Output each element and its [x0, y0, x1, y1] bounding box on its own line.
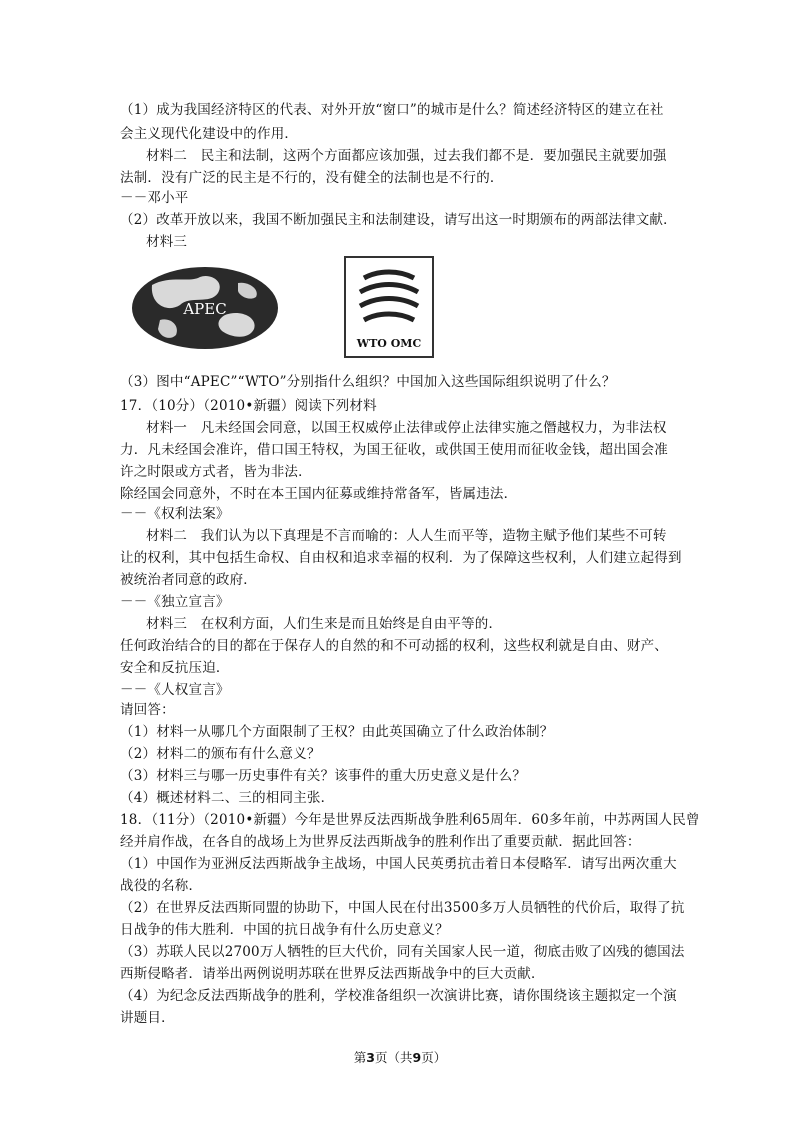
text-line: 西斯侵略者．请举出两例说明苏联在世界反法西斯战争中的巨大贡献．: [120, 966, 545, 982]
text-line: 日战争的伟大胜利．中国的抗日战争有什么历史意义？: [120, 922, 449, 938]
text-line: 请回答：: [120, 702, 175, 718]
text-line: －－《权利法案》: [120, 506, 230, 522]
text-line: 经并肩作战，在各自的战场上为世界反法西斯战争的胜利作出了重要贡献．据此回答：: [120, 834, 641, 850]
text-line: 会主义现代化建设中的作用．: [120, 126, 299, 142]
text-line: －－邓小平: [120, 190, 189, 206]
text-line: 材料一 凡未经国会同意，以国王权威停止法律或停止法律实施之僭越权力，为非法权: [146, 420, 667, 436]
text-line: （1）成为我国经济特区的代表、对外开放“窗口”的城市是什么？简述经济特区的建立在社: [120, 102, 664, 118]
footer-suffix: 页）: [421, 1050, 447, 1065]
text-line: 任何政治结合的目的都在于保存人的自然的和不可动摇的权利，这些权利就是自由、财产、: [120, 638, 668, 654]
text-line: 除经国会同意外，不时在本王国内征募或维持常备军，皆属违法．: [120, 486, 518, 502]
page-total: 9: [412, 1050, 422, 1065]
text-line: （1）材料一从哪几个方面限制了王权？由此英国确立了什么政治体制？: [120, 724, 554, 740]
text-line: 战役的名称．: [120, 878, 203, 894]
wto-logo: [344, 256, 434, 358]
text-line: 让的权利，其中包括生命权、自由权和追求幸福的权利．为了保障这些权利，人们建立起得到: [120, 550, 682, 566]
text-line: 材料二 我们认为以下真理是不言而喻的：人人生而平等，造物主赋予他们某些不可转: [146, 528, 667, 544]
page-number: 3: [366, 1050, 375, 1065]
text-line: （3）材料三与哪一历史事件有关？该事件的重大历史意义是什么？: [120, 768, 527, 784]
text-line: 材料三 在权利方面，人们生来是而且始终是自由平等的．: [146, 616, 503, 632]
text-line: 18．（11分）（2010•新疆）今年是世界反法西斯战争胜利65周年．60多年前，中苏两国人民曾: [120, 812, 700, 828]
text-line: 材料三: [146, 234, 188, 250]
text-line: 17．（10分）（2010•新疆）阅读下列材料: [120, 398, 377, 414]
footer-middle: 页（共: [374, 1050, 413, 1065]
text-line: （2）材料二的颁布有什么意义？: [120, 746, 321, 762]
text-line: 安全和反抗压迫．: [120, 660, 230, 676]
apec-label: APEC: [183, 300, 227, 318]
text-line: －－《人权宣言》: [120, 682, 230, 698]
text-line: （1）中国作为亚洲反法西斯战争主战场，中国人民英勇抗击着日本侵略军．请写出两次重大: [120, 856, 677, 872]
apec-logo: [130, 265, 280, 351]
text-line: 被统治者同意的政府．: [120, 572, 257, 588]
text-line: （4）概述材料二、三的相同主张．: [120, 790, 335, 806]
text-line: 力．凡未经国会准许，借口国王特权，为国王征收，或供国王使用而征收金钱，超出国会准: [120, 442, 668, 458]
text-line: （3）图中“APEC”“WTO”分别指什么组织？中国加入这些国际组织说明了什么？: [120, 374, 616, 390]
text-line: 讲题目．: [120, 1010, 175, 1026]
text-line: （3）苏联人民以2700万人牺牲的巨大代价，同有关国家人民一道，彻底击败了凶残的德国法: [120, 944, 685, 960]
text-line: （2）改革开放以来，我国不断加强民主和法制建设，请写出这一时期颁布的两部法律文献．: [120, 212, 677, 228]
text-line: 许之时限或方式者，皆为非法．: [120, 464, 312, 480]
footer-prefix: 第: [353, 1050, 367, 1065]
text-line: 材料二 民主和法制，这两个方面都应该加强，过去我们都不是．要加强民主就要加强: [146, 148, 667, 164]
text-line: （4）为纪念反法西斯战争的胜利，学校准备组织一次演讲比赛，请你围绕该主题拟定一个演: [120, 988, 677, 1004]
text-line: （2）在世界反法西斯同盟的协助下，中国人民在付出3500多万人员牺牲的代价后，取得了抗: [120, 900, 685, 916]
text-line: －－《独立宣言》: [120, 594, 230, 610]
text-line: 法制．没有广泛的民主是不行的，没有健全的法制也是不行的．: [120, 170, 504, 186]
wto-label: WTO OMC: [356, 337, 422, 350]
page-footer: [0, 1048, 800, 1066]
